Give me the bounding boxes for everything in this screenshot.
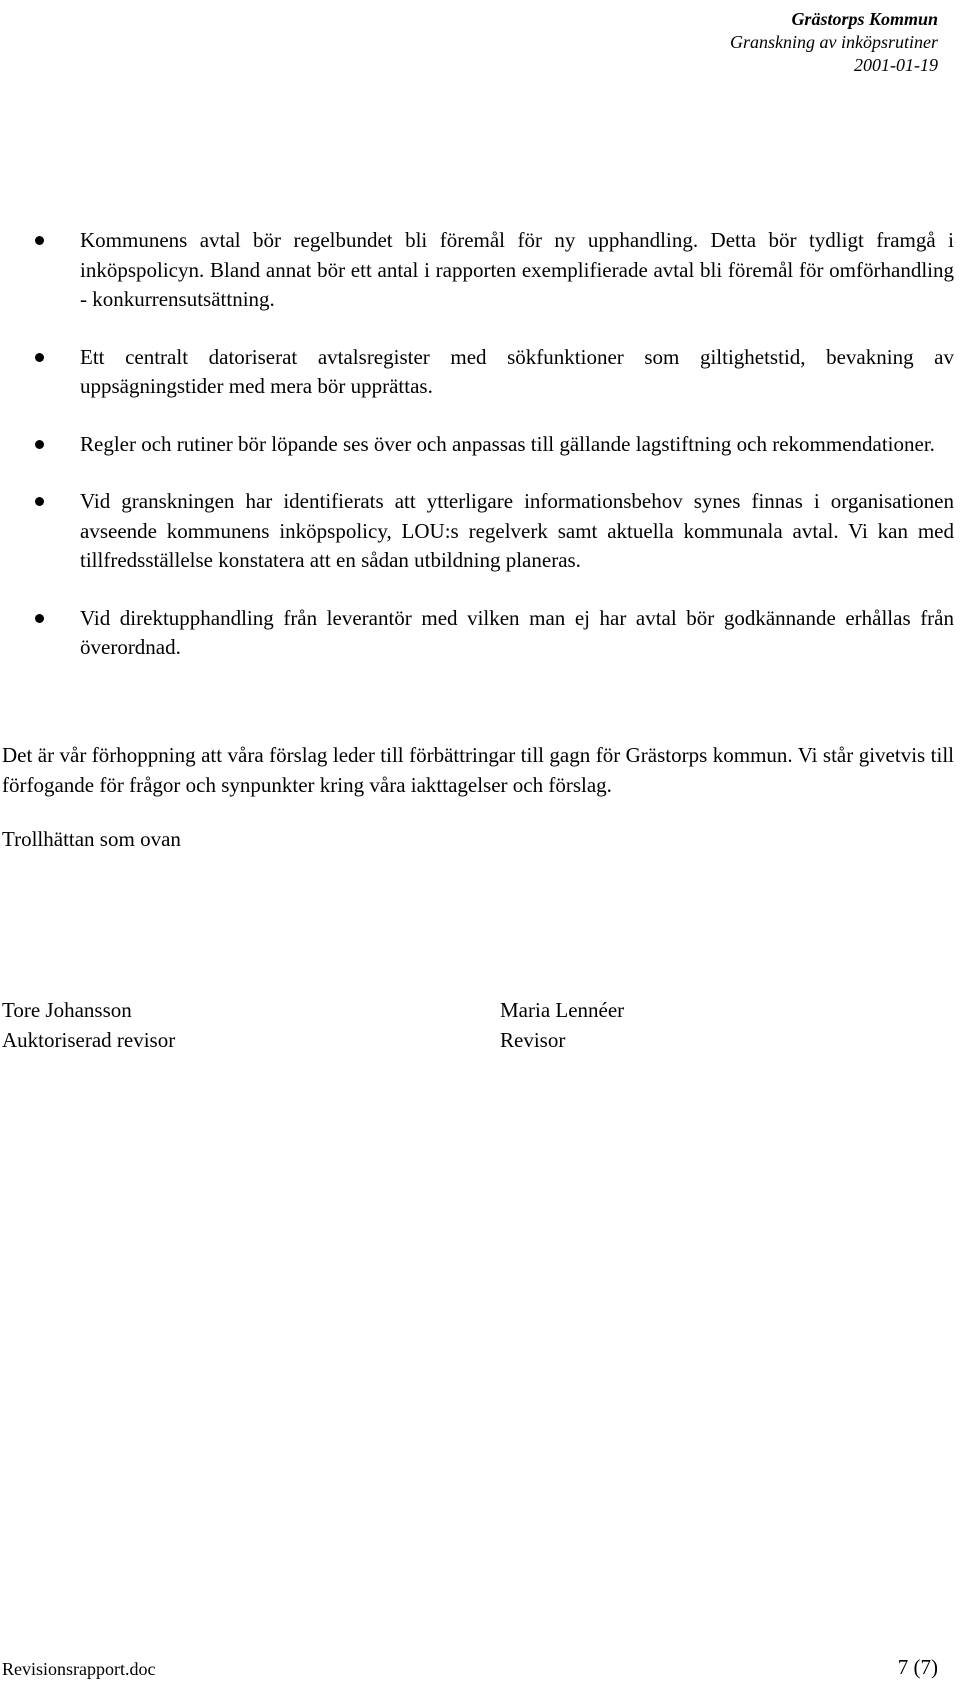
list-item-text: Ett centralt datoriserat avtalsregister med sökfunktioner som giltighetstid, bevakning av uppsägningstider med mera bör upprättas. [80,344,954,398]
bullet-icon [35,353,44,362]
list-item [0,226,960,315]
signatory-title: Auktoriserad revisor [2,1027,176,1052]
report-subtitle: Granskning av inköpsrutiner [730,32,938,52]
report-date: 2001-01-19 [854,55,938,75]
bullet-icon [35,614,44,623]
signature-block-right [500,996,624,1055]
list-item [0,604,960,663]
place-line: Trollhättan som ovan [2,827,181,851]
list-item [0,343,960,402]
page-header [730,8,938,77]
list-item-text: Vid granskningen har identifierats att ytterligare informationsbehov synes finnas i organisationen avseende kommunens inköpspolicy, LOU:s regelverk samt aktuella kommunala avtal. Vi kan med tillfredsställelse konstatera att en sådan utbildning planeras. [80,489,954,572]
document-filename: Revisionsrapport.doc [2,1659,156,1679]
bullet-icon [35,236,44,245]
signatory-name: Maria Lennéer [500,998,625,1022]
bullet-icon [35,497,44,506]
list-item [0,430,960,460]
list-item-text: Kommunens avtal bör regelbundet bli föremål för ny upphandling. Detta bör tydligt framgå i inköpspolicyn. Bland annat bör ett antal i rapporten exemplifierade avtal bli föremål för omförhandling - konkurrensutsättning. [80,228,954,311]
signature-block-left [2,996,175,1055]
list-item-text: Vid direktupphandling från leverantör med vilken man ej har avtal bör godkännande erhållas från överordnad. [80,605,954,659]
company-name: Grästorps Kommun [791,9,938,29]
signatory-title: Revisor [500,1027,566,1052]
list-item [0,487,960,576]
page-number: 7 (7) [897,1655,938,1679]
closing-paragraph: Det är vår förhoppning att våra förslag leder till förbättringar till gagn för Grästorps kommun. Vi står givetvis till förfogande för frågor och synpunkter kring våra iakttagelser och förslag. [2,743,954,797]
bullet-icon [35,440,44,449]
list-item-text: Regler och rutiner bör löpande ses över och anpassas till gällande lagstiftning och rekommendationer. [80,431,935,456]
signatory-name: Tore Johansson [2,998,132,1022]
recommendation-list [0,226,960,691]
